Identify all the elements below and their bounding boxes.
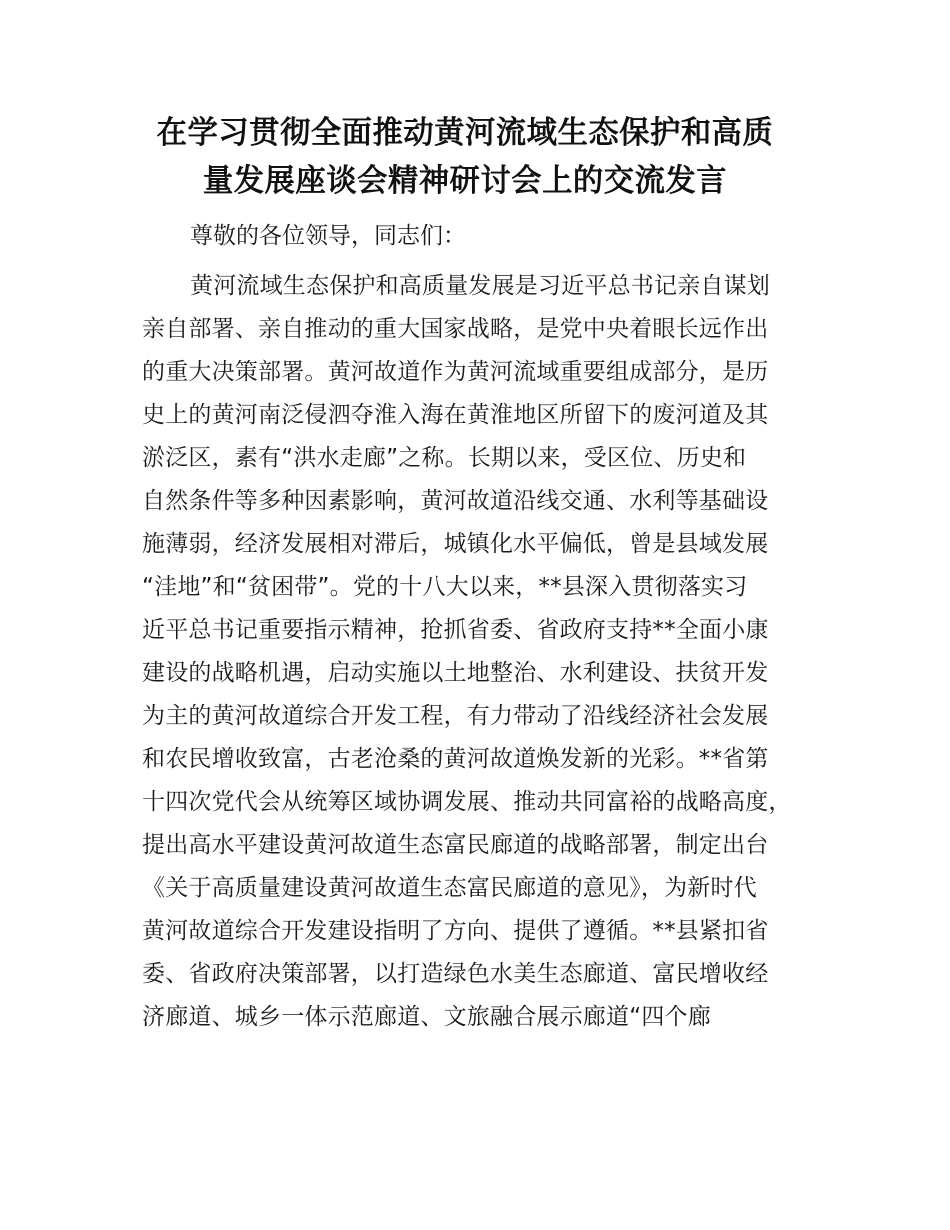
paragraph-line: “洼地”和“贫困带”。党的十八大以来，**县深入贯彻落实习	[142, 574, 748, 600]
paragraph-line: 《关于高质量建设黄河故道生态富民廊道的意见》，为新时代	[142, 875, 757, 901]
paragraph-line: 淤泛区，素有“洪水走廊”之称。长期以来，受区位、历史和	[142, 445, 747, 471]
paragraph-line: 为主的黄河故道综合开发工程，有力带动了沿线经济社会发展	[142, 703, 769, 729]
paragraph-line: 自然条件等多种因素影响，黄河故道沿线交通、水利等基础设	[142, 488, 769, 514]
paragraph-line: 亲自部署、亲自推动的重大国家战略，是党中央着眼长远作出	[142, 316, 769, 342]
paragraph-line: 委、省政府决策部署，以打造绿色水美生态廊道、富民增收经	[142, 961, 769, 987]
paragraph-line: 近平总书记重要指示精神，抢抓省委、省政府支持**全面小康	[142, 617, 769, 643]
paragraph-line: 黄河流域生态保护和高质量发展是习近平总书记亲自谋划	[190, 273, 770, 299]
paragraph-line: 十四次党代会从统筹区域协调发展、推动共同富裕的战略高度，	[142, 789, 792, 815]
paragraph-line: 黄河故道综合开发建设指明了方向、提供了遵循。**县紧扣省	[142, 918, 769, 944]
paragraph-line: 提出高水平建设黄河故道生态富民廊道的战略部署，制定出台	[142, 832, 769, 858]
document-title-line-1: 在学习贯彻全面推动黄河流域生态保护和高质	[156, 115, 774, 151]
paragraph-line: 史上的黄河南泛侵泗夺淮入海在黄淮地区所留下的废河道及其	[142, 402, 769, 428]
salutation: 尊敬的各位领导，同志们：	[190, 223, 466, 249]
paragraph-line: 济廊道、城乡一体示范廊道、文旅融合展示廊道“四个廊	[142, 1004, 711, 1030]
paragraph-line: 和农民增收致富，古老沧桑的黄河故道焕发新的光彩。**省第	[142, 746, 769, 772]
paragraph-line: 的重大决策部署。黄河故道作为黄河流域重要组成部分，是历	[142, 359, 769, 385]
document-title-line-2: 量发展座谈会精神研讨会上的交流发言	[202, 163, 728, 199]
paragraph-line: 施薄弱，经济发展相对滞后，城镇化水平偏低，曾是县域发展	[142, 531, 769, 557]
paragraph-line: 建设的战略机遇，启动实施以土地整治、水利建设、扶贫开发	[142, 660, 769, 686]
